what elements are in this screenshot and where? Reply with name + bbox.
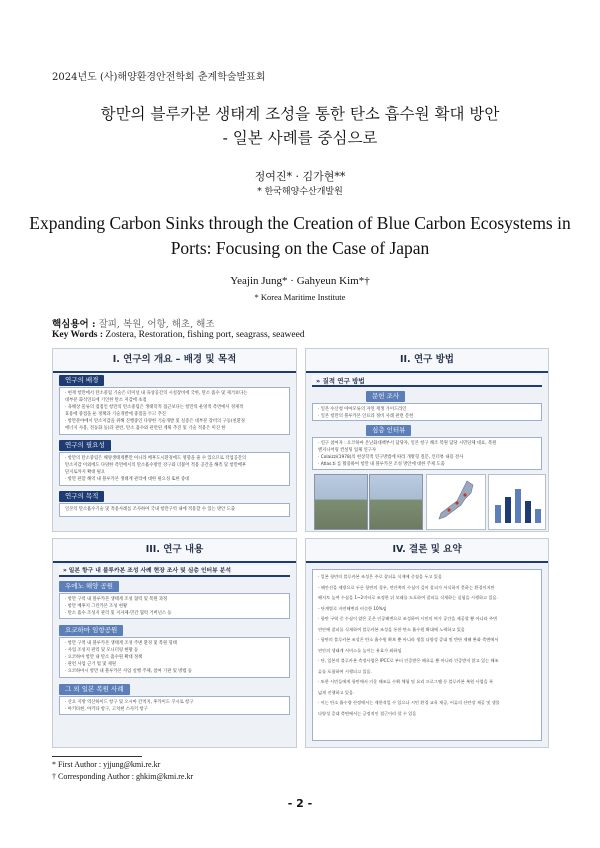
text-line: 연안의 생태계 서비스를 높이는 유효가 좌하임 — [318, 647, 402, 653]
text-line: · 일본 수산청 아마모류의 자연 재생 가이드라인 — [318, 407, 407, 412]
keywords-english-label: Key Words : — [52, 330, 104, 340]
text-line: · 항만 구역 중 수심이 얕은 곳은 인공해변으로 조성하여 시민의 여가 공간을 제공할 뿐 아니라 주변 — [318, 616, 498, 621]
section-label: 심층 인터뷰 — [366, 425, 411, 436]
text-line: · 단, 일본의 블루카본 측정사업은 IPCC로 부터 인증받은 해초류 뿐 아니라 인증받지 않고 있는 해조 — [318, 658, 499, 663]
text-line: 다양성 증대 측면에서는 긍정적인 접근이라 할 수 있음 — [318, 710, 417, 716]
section-strip: » 일본 항구 내 블루카본 조성 사례 현장 조사 및 심층 인터뷰 분석 — [59, 565, 290, 577]
text-line: · 항만 배후지 그린카본 조성 현황 — [65, 604, 128, 609]
poster-panel-content — [52, 538, 297, 748]
keywords-korean — [52, 316, 215, 330]
title-korean-line1: 항만의 블루카본 생태계 조성을 통한 탄소 흡수원 확대 방안 — [100, 105, 500, 123]
title-english-line1: Expanding Carbon Sinks through the Creation of Blue Carbon Ecosystems in — [29, 213, 571, 233]
keywords-korean-label: 핵심용어 : — [52, 319, 96, 330]
interview-photo — [314, 474, 368, 530]
text-line: · 사업 조성지 관리 및 모니터링 현황 등 — [65, 648, 139, 653]
text-line: · 육해상 물류의 접점인 항만의 탄소중립은 생태학적 접근보다는 항만의 운영적 측면에서 경제적 — [65, 405, 244, 410]
text-line: · 항만분야에서 탄소저감을 위해 진행중인 다양한 기술개발 및 실증은 대부분 장비의 구동(친환경 — [65, 419, 245, 424]
strip-label: 일본 항구 내 블루카본 조성 사례 현장 조사 및 심층 인터뷰 분석 — [68, 568, 231, 574]
text-line: · 아키타현, 아키타 항구, 고치현 스사키 항구 — [65, 707, 148, 712]
text-line: · 일본 항만의 블루카본 인프라 정비 사례 관련 문헌 — [318, 414, 414, 419]
text-line: 효용에 중점을 둔 정책과 기술개발에 중점을 두고 추진 — [65, 412, 166, 417]
text-line: 에너지 사용, 전동화 등)과 관련, 탄소 흡수와 관련된 계획 추진 및 기술 적용은 미진 한 — [65, 426, 226, 431]
section-label: 연구의 배경 — [59, 375, 104, 386]
text-line: · 현재 항만에서 탄소중립 기술은 터미널 내 육상공간의 시설장비에 국한, 탄소 흡수 및 제거보다는 — [65, 391, 248, 396]
text-line: · 항만 구역 내 블루카본 생태계 조성 주변 환경 및 복원 형태 — [65, 641, 177, 646]
panel-heading: IV. 결론 및 요약 — [306, 539, 548, 563]
text-box — [312, 437, 542, 470]
section-label: 연구의 목적 — [59, 491, 104, 502]
text-box — [59, 696, 290, 715]
panel-heading: III. 연구 내용 — [53, 539, 296, 563]
text-line: 류를 포함하여 시행되고 있음. — [318, 668, 372, 674]
text-line: - 단계별로 자연해변과 비슷한 10%임 — [318, 605, 387, 611]
authors-korean: 정여진* · 김가현** — [254, 170, 346, 183]
text-line: · 항만의 블루카본 조성은 탄소 흡수원 확보 뿐 아니라 생물 다양성 증대 및 반단 재해 완화 측면에서 — [318, 637, 499, 642]
poster-panel-method — [305, 348, 549, 532]
title-english-line2: Ports: Focusing on the Case of Japan — [170, 238, 430, 258]
text-line: 해저토 높여 수심을 1~2미터로 조정한 뒤 모래를 도포하여 잘피류 식재하는 실험을 시행하고 있음. — [318, 595, 498, 600]
japan-map-figure — [426, 474, 486, 530]
panel-heading: I. 연구의 개요 – 배경 및 목적 — [53, 349, 296, 373]
japan-map-icon — [427, 475, 485, 529]
text-box — [59, 452, 290, 486]
text-line: 연안에 잘피를 식재하여 블루카본 조성을 통한 탄소 흡수원 확대에 노력하고 있음 — [318, 626, 465, 632]
section-label: 요코하마 임항공원 — [59, 625, 123, 636]
text-line: 단지로까지 확대 필요 — [65, 470, 106, 475]
text-box — [59, 593, 290, 619]
strip-label: 질적 연구 방법 — [322, 377, 365, 385]
text-line: 엔지니어링 컨설팅 업체 연구자 — [318, 448, 377, 453]
poster-panel-overview — [52, 348, 297, 532]
text-line: · 탄소 흡수 조성지 관리 및 지자체-민간 협력 거버넌스 등 — [65, 611, 172, 616]
text-line: 일본의 탄소흡수기술 및 적용사례를 조사하여 국내 항만구역 내에 적용할 수 있는 방안 도출 — [65, 507, 235, 512]
text-box — [312, 569, 542, 741]
text-line: · 또한 시민들에게 항만에서 키운 해조류 수확 체험 및 요리 프로그램 등 블루카본 복원 사업을 폭 — [318, 679, 494, 684]
text-line: · 요코하마시 항만 내 블루카본 사업 실행 주체, 참여 기관 및 방법 등 — [65, 669, 193, 674]
text-line: · 항만 구역 내 블루카본 생태계 조성 협력 및 복원 과정 — [65, 597, 168, 602]
footnote-corresponding-author: † Corresponding Author : ghkim@kmi.re.kr — [52, 772, 194, 781]
text-line: · 항만의 탄소중립은 해양생태계뿐만 아니라 배후도시환경에도 영향을 줄 수 있으므로 작업공간의 — [65, 456, 247, 461]
footnote-first-author: * First Author : yjjung@kmi.re.kr — [52, 760, 161, 769]
panel-heading: II. 연구 방법 — [306, 349, 548, 373]
affiliation-korean: * 한국해양수산개발원 — [257, 187, 343, 197]
section-label: 연구의 필요성 — [59, 440, 111, 451]
chart-figure — [488, 474, 546, 530]
affiliation-english: * Korea Maritime Institute — [254, 292, 346, 302]
text-line: 넓게 진행하고 있음. — [318, 689, 355, 695]
field-photo — [369, 474, 423, 530]
keywords-english-value: Zostera, Restoration, fishing port, seagrass, seaweed — [105, 330, 305, 340]
text-line: - 해안선을 제방으로 두른 항만의 경우, 연안쪽의 수심이 깊어 잘피가 서식하지 못하는 환경이지만 — [318, 584, 495, 590]
text-line: · 일본 항만의 블루카본 조성은 주로 잘피류 식재에 중점을 두고 있음 — [318, 574, 442, 579]
text-line: · Colaizzi(1978)의 현상학적 연구방법에 따라 개방형 질문, 인터뷰 내용 전사 — [318, 455, 464, 460]
text-box — [312, 403, 542, 421]
section-label: 우에노 해양 공원 — [59, 581, 119, 592]
text-box — [59, 387, 290, 435]
section-label: 그 외 일본 복원 사례 — [59, 684, 130, 695]
title-korean-line2: - 일본 사례를 중심으로 — [222, 129, 378, 147]
bar-figure-icon — [489, 475, 545, 529]
authors-english: Yeajin Jung* · Gahyeun Kim*† — [230, 275, 370, 287]
text-line: · 요코하마 항만 내 탄소 흡수원 확대 정책 — [65, 655, 143, 660]
text-line: · Atlas.ti 를 활용하여 항만 내 블루카본 조성 방안에 대한 주제 도출 — [318, 462, 445, 467]
text-box — [59, 503, 290, 517]
keywords-korean-value: 잘피, 복원, 어항, 해초, 해조 — [98, 319, 215, 330]
section-label: 문헌 조사 — [366, 391, 405, 402]
keywords-english — [52, 330, 305, 340]
page-number: - 2 - — [287, 797, 313, 810]
footnote-divider — [52, 756, 142, 757]
text-line: · 연구 참여자 : 요코하마 온난화대책부서 담당자, 일본 항구 해조 복원 담당 시민단체 대표, 복원 — [318, 441, 497, 446]
section-strip: » 질적 연구 방법 — [312, 375, 542, 387]
text-line: 대부분 화석연료에 기인한 탄소 저감에 초점 — [65, 398, 147, 403]
poster-panel-conclusion — [305, 538, 549, 748]
text-line: · 산요 지방 역산하이드 항구 및 오시마 간척지, 후카이도 쿠시로 항구 — [65, 700, 194, 705]
text-line: · 이는 탄소 흡수량 산정에서는 제한적일 수 있으나 시민 환경 교육 제공, 어류의 산란장 제공 및 생물 — [318, 700, 500, 705]
text-line: · 항만 관할 해역 내 블루카본 생태계 관리에 대한 필요성 또한 증대 — [65, 477, 190, 482]
conference-name: 2024년도 (사)해양환경안전학회 춘계학술발표회 — [52, 72, 266, 83]
text-box — [59, 637, 290, 678]
text-line: · 관련 사업 근거 법 및 제원 — [65, 662, 117, 667]
text-line: 탄소저감 이외에도 다양한 측면에서의 탄소흡수방안 강구와 더불어 적용 공간을 해측 및 항만배후 — [65, 463, 247, 468]
